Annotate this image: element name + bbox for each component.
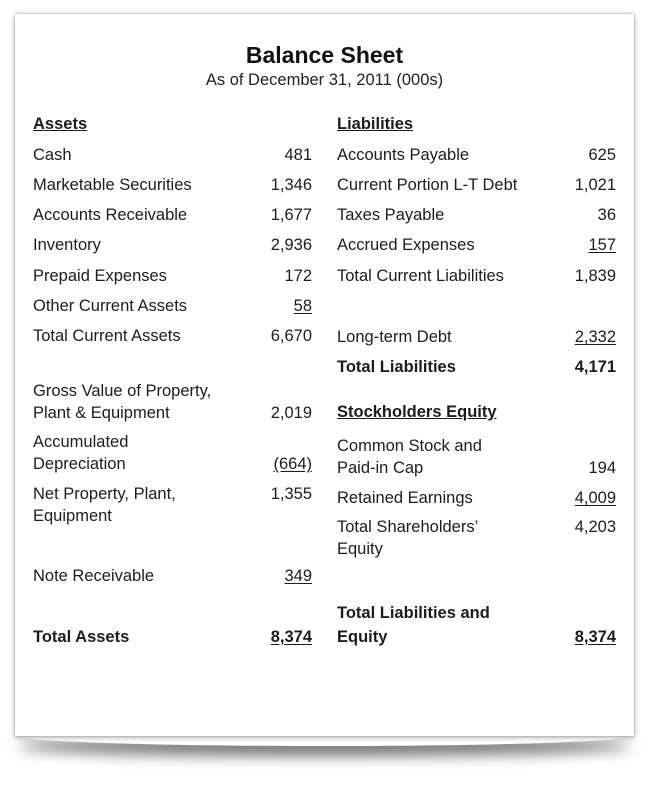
retained-earnings-value: 4,009 xyxy=(574,489,616,507)
total-liabilities-equity-label-line2: Equity xyxy=(337,628,388,646)
accounts-receivable-value: 1,677 xyxy=(270,206,312,224)
common-stock-label-line1: Common Stock and xyxy=(337,437,482,455)
common-stock-label-line2: Paid-in Cap xyxy=(337,459,424,477)
total-current-assets-value: 6,670 xyxy=(270,327,312,345)
accumulated-depreciation-value: (664) xyxy=(273,455,312,473)
total-liabilities-equity-value: 8,374 xyxy=(574,628,616,646)
accumulated-depreciation-label-line2: Depreciation xyxy=(33,455,126,473)
total-shareholders-equity-label-line2: Equity xyxy=(337,540,383,558)
inventory-value: 2,936 xyxy=(270,236,312,254)
total-liabilities-equity-label-line1: Total Liabilities and xyxy=(337,604,490,622)
gross-ppe-label-line1: Gross Value of Property, xyxy=(33,382,212,400)
net-ppe-value: 1,355 xyxy=(270,485,312,503)
page-title: Balance Sheet xyxy=(245,42,404,68)
taxes-payable-value: 36 xyxy=(597,206,616,224)
total-assets-value: 8,374 xyxy=(270,628,312,646)
cash-label: Cash xyxy=(33,146,72,164)
gross-ppe-value: 2,019 xyxy=(270,404,312,422)
cash-value: 481 xyxy=(284,146,312,164)
total-assets-label: Total Assets xyxy=(33,628,130,646)
current-portion-ltd-label: Current Portion L-T Debt xyxy=(337,176,518,194)
accounts-receivable-label: Accounts Receivable xyxy=(33,206,188,224)
common-stock-value: 194 xyxy=(588,459,616,477)
inventory-label: Inventory xyxy=(33,236,101,254)
marketable-securities-value: 1,346 xyxy=(270,176,312,194)
total-current-liabilities-value: 1,839 xyxy=(574,267,616,285)
accrued-expenses-label: Accrued Expenses xyxy=(337,236,475,254)
long-term-debt-label: Long-term Debt xyxy=(337,328,452,346)
net-ppe-label-line1: Net Property, Plant, xyxy=(33,485,176,503)
total-liabilities-label: Total Liabilities xyxy=(337,358,456,376)
other-current-assets-value: 58 xyxy=(293,297,312,315)
accrued-expenses-value: 157 xyxy=(588,236,616,254)
note-receivable-value: 349 xyxy=(284,567,312,585)
total-shareholders-equity-value: 4,203 xyxy=(574,518,616,536)
total-current-liabilities-label: Total Current Liabilities xyxy=(337,267,504,285)
total-shareholders-equity-label-line1: Total Shareholders’ xyxy=(337,518,479,536)
other-current-assets-label: Other Current Assets xyxy=(33,297,188,315)
long-term-debt-value: 2,332 xyxy=(574,328,616,346)
page-subtitle: As of December 31, 2011 (000s) xyxy=(205,71,444,89)
retained-earnings-label: Retained Earnings xyxy=(337,489,473,507)
total-current-assets-label: Total Current Assets xyxy=(33,327,181,345)
taxes-payable-label: Taxes Payable xyxy=(337,206,445,224)
total-liabilities-value: 4,171 xyxy=(574,358,616,376)
accumulated-depreciation-label-line1: Accumulated xyxy=(33,433,129,451)
note-receivable-label: Note Receivable xyxy=(33,567,155,585)
accounts-payable-label: Accounts Payable xyxy=(337,146,470,164)
prepaid-expenses-value: 172 xyxy=(284,267,312,285)
liabilities-heading: Liabilities xyxy=(337,115,414,133)
assets-heading: Assets xyxy=(33,115,88,133)
gross-ppe-label-line2: Plant & Equipment xyxy=(33,404,170,422)
stockholders-equity-heading: Stockholders Equity xyxy=(337,403,497,421)
net-ppe-label-line2: Equipment xyxy=(33,507,112,525)
current-portion-ltd-value: 1,021 xyxy=(574,176,616,194)
accounts-payable-value: 625 xyxy=(588,146,616,164)
marketable-securities-label: Marketable Securities xyxy=(33,176,192,194)
prepaid-expenses-label: Prepaid Expenses xyxy=(33,267,167,285)
